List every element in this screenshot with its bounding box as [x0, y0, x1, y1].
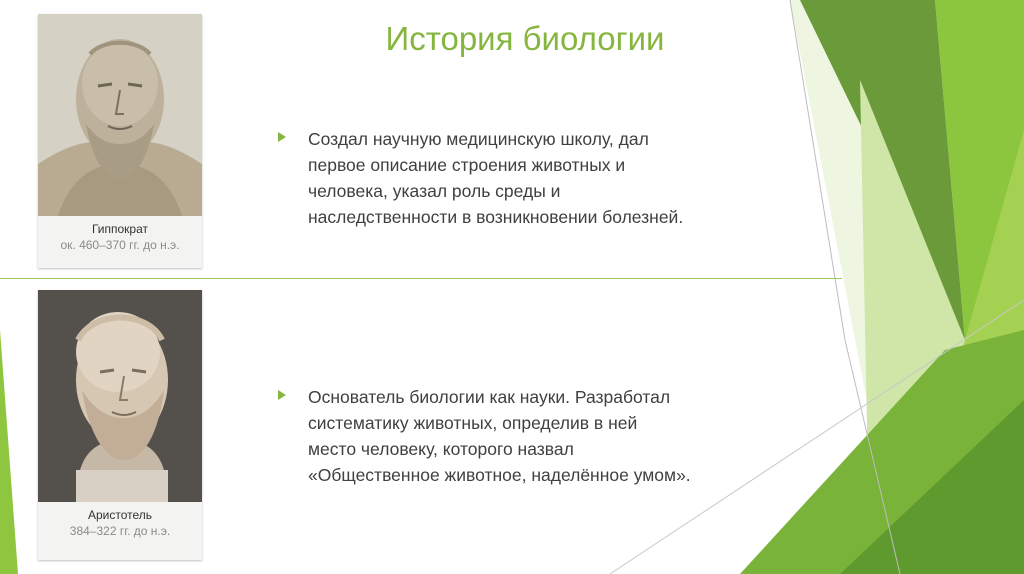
portrait-dates: 384–322 гг. до н.э. — [69, 524, 171, 538]
bullet-item-hippocrates — [278, 126, 778, 230]
aristotle-bust-image — [38, 290, 202, 502]
left-edge-triangle — [0, 330, 18, 574]
bullet-item-aristotle — [278, 384, 778, 488]
portrait-card-hippocrates — [38, 14, 202, 268]
section-divider — [0, 278, 842, 279]
triangle-bullet-icon — [278, 390, 286, 400]
bullet-text: Основатель биологии как науки. Разработал систематику животных, определив в ней место человеку, которого назвал «Общественное животное, наделённое умом». — [308, 387, 691, 485]
slide-title: История биологии — [385, 20, 665, 57]
triangle-bullet-icon — [278, 132, 286, 142]
portrait-name: Аристотель — [87, 508, 153, 522]
portrait-dates: ок. 460–370 гг. до н.э. — [60, 238, 180, 252]
bullet-text: Создал научную медицинскую школу, дал первое описание строения животных и человека, указал роль среды и наследственности в возникновении болезней. — [308, 129, 684, 227]
portrait-name: Гиппократ — [91, 222, 149, 236]
hippocrates-bust-image — [38, 14, 202, 216]
portrait-card-aristotle — [38, 290, 202, 560]
